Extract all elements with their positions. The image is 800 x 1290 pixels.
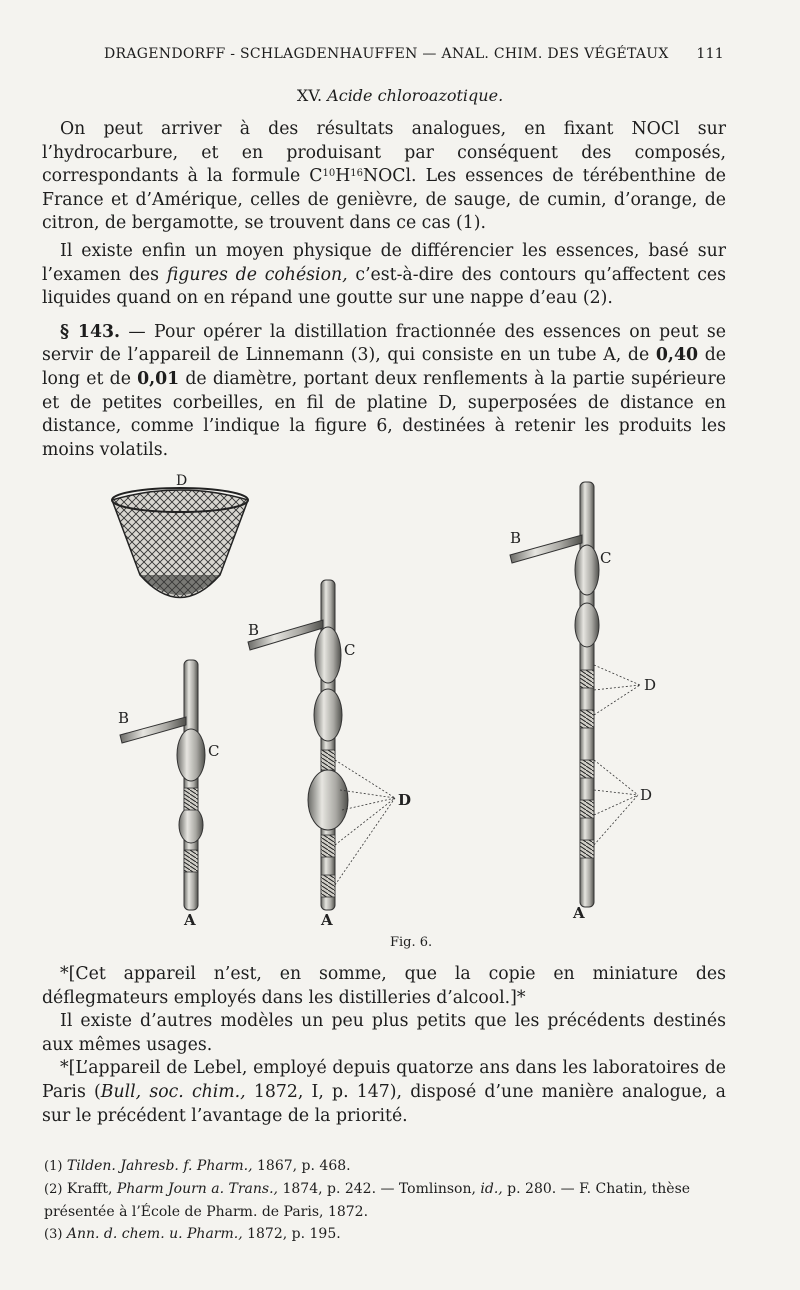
superscript: 16 bbox=[350, 168, 363, 180]
paragraph: *[Cet appareil n’est, en somme, que la copie en miniature des déflegmateurs employés dans les distilleries d’alcool.]* bbox=[42, 964, 726, 1008]
label-c: C bbox=[208, 742, 220, 760]
text: de diamètre, portant deux renflements à la partie supérieure et de petites corbeilles, en fil de platine D, superposées de distance en distance, comme l’indique la figure 6, destinées à retenir les produits les moins volatils. bbox=[42, 368, 726, 460]
label-d: D bbox=[398, 791, 412, 809]
text: On peut arriver à des résultats analogues, en fixant NOCl sur l’hydrocarbure, et en produisant par conséquent des composés, correspondants à la formule C bbox=[42, 119, 726, 187]
text: Krafft, bbox=[66, 1181, 117, 1197]
body-text-bottom bbox=[42, 963, 726, 1128]
label-d: D bbox=[176, 473, 188, 489]
footnote-number: (2) bbox=[44, 1182, 63, 1197]
paragraph: Il existe d’autres modèles un peu plus petits que les précédents destinés aux mêmes usages. bbox=[42, 1011, 726, 1055]
figure-caption: Fig. 6. bbox=[390, 935, 433, 950]
platinum-basket bbox=[112, 488, 248, 598]
label-b: B bbox=[118, 709, 130, 727]
section-title bbox=[0, 86, 800, 105]
label-b: B bbox=[248, 621, 260, 639]
text: H bbox=[335, 166, 351, 187]
superscript: 10 bbox=[322, 168, 336, 180]
italic-text: figures de cohésion, bbox=[166, 264, 348, 285]
text: Il existe enfin un moyen physique de différencier les essences, basé sur l’examen des bbox=[42, 240, 726, 285]
text: c’est-à-dire des contours qu’affectent ces liquides quand on en répand une goutte sur une nappe d’eau (2). bbox=[42, 264, 726, 309]
footnotes bbox=[44, 1155, 734, 1246]
section-number: XV. bbox=[296, 86, 323, 105]
label-d: D bbox=[640, 786, 653, 804]
italic-text: Ann. d. chem. u. Pharm., bbox=[66, 1226, 243, 1242]
italic-text: Pharm Journ a. Trans., bbox=[116, 1181, 279, 1197]
paragraph bbox=[42, 118, 726, 236]
text: — Pour opérer la distillation fractionnée des essences on peut se servir de l’appareil de Linnemann (3), qui consiste en un tube A, de bbox=[42, 321, 726, 366]
text: 1874, p. 242. — Tomlinson, bbox=[278, 1181, 481, 1197]
paragraph bbox=[42, 1057, 726, 1128]
text: 1872, I, p. 147), disposé d’une manière analogue, a sur le précédent l’avantage de la priorité. bbox=[42, 1081, 726, 1126]
page-number: 111 bbox=[696, 46, 724, 62]
text: 1872, p. 195. bbox=[242, 1226, 341, 1242]
text: p. 280. — F. Chatin, thèse présentée à l’École de Pharm. de Paris, 1872. bbox=[44, 1181, 691, 1220]
body-text-top bbox=[42, 118, 726, 462]
tall-tube bbox=[510, 482, 640, 907]
footnote-number: (3) bbox=[44, 1227, 63, 1242]
footnote bbox=[44, 1178, 734, 1223]
label-c: C bbox=[600, 549, 612, 567]
section-mark: § 143. bbox=[60, 321, 121, 342]
label-b: B bbox=[510, 529, 522, 547]
paragraph bbox=[42, 321, 726, 463]
text: NOCl. Les essences de térébenthine de France et d’Amérique, celles de genièvre, de sauge, de cumin, d’orange, de citron, de bergamotte, se trouvent dans ce cas (1). bbox=[42, 166, 727, 234]
small-tube bbox=[120, 660, 205, 910]
label-c: C bbox=[344, 641, 356, 659]
footnote-number: (1) bbox=[44, 1159, 63, 1174]
text: de long et de bbox=[42, 345, 726, 389]
bold-number: 0,01 bbox=[137, 368, 180, 389]
italic-text: Bull, soc. chim., bbox=[100, 1081, 246, 1102]
paragraph bbox=[42, 240, 726, 311]
text: *[L’appareil de Lebel, employé depuis quatorze ans dans les laboratoires de Paris ( bbox=[42, 1058, 726, 1102]
medium-tube bbox=[248, 580, 395, 910]
italic-text: Tilden. Jahresb. f. Pharm., bbox=[66, 1158, 253, 1174]
italic-text: id., bbox=[480, 1181, 503, 1197]
label-a: A bbox=[184, 911, 196, 929]
footnote bbox=[44, 1155, 734, 1178]
running-title: DRAGENDORFF - SCHLAGDENHAUFFEN — ANAL. CHIM. DES VÉGÉTAUX bbox=[104, 46, 669, 62]
label-a: A bbox=[321, 911, 333, 929]
footnote bbox=[44, 1223, 734, 1246]
label-a: A bbox=[573, 904, 585, 922]
running-head bbox=[104, 46, 724, 62]
bold-number: 0,40 bbox=[655, 345, 698, 366]
text: 1867, p. 468. bbox=[252, 1158, 351, 1174]
section-name: Acide chloroazotique. bbox=[327, 86, 504, 105]
figure-distillation-apparatus bbox=[100, 470, 740, 945]
label-d: D bbox=[644, 676, 657, 694]
